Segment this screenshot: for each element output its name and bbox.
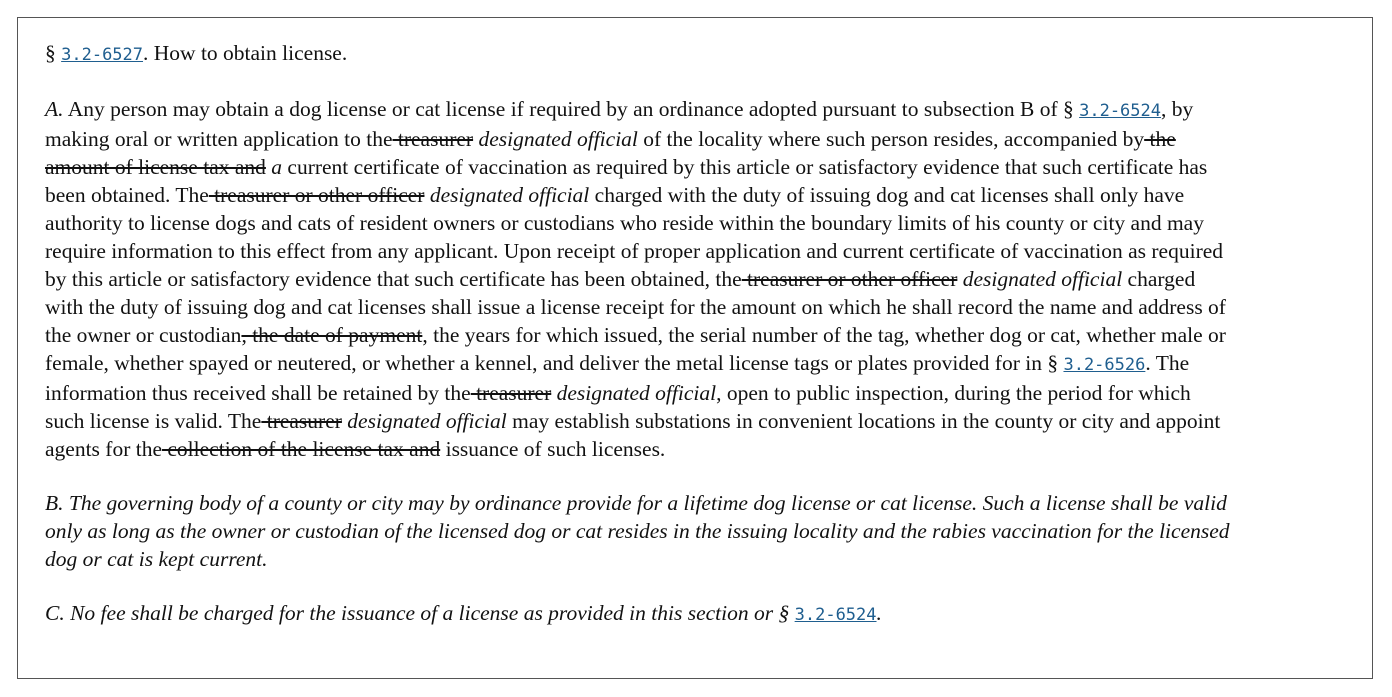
ref-link-3-2-6524[interactable]: 3.2-6524 bbox=[794, 605, 877, 625]
text-run: issuance of such licenses. bbox=[440, 437, 666, 461]
ref-link-3-2-6524[interactable]: 3.2-6524 bbox=[1079, 101, 1161, 121]
ref-link-3-2-6526[interactable]: 3.2-6526 bbox=[1063, 355, 1146, 375]
statute-content bbox=[45, 39, 1235, 655]
deleted-text: treasurer or other officer bbox=[208, 183, 425, 207]
section-ref-link[interactable]: 3.2-6527 bbox=[61, 45, 144, 65]
inserted-text: a bbox=[265, 155, 283, 179]
subsection-c bbox=[45, 599, 1235, 629]
inserted-text: designated official bbox=[957, 267, 1123, 291]
text-run: charged with the duty of issuing dog and cat licenses shall only have authority to license dogs and cats of resident owners or custodians who reside within the boundary limits of his county or city and may require information to this effect from any applicant. Upon receipt of proper application and current certificate of vaccination as required by this article or satisfactory evidence that such certificate has been obtained, the bbox=[45, 183, 1224, 291]
text-run: Any person may obtain a dog license or cat license if required by an ordinance adopted pursuant to subsection B of § bbox=[63, 97, 1080, 121]
subsection-b: B. The governing body of a county or city may by ordinance provide for a lifetime dog license or cat license. Such a license shall be valid only as long as the owner or custodian of the licensed dog or cat resides in the issuing locality and the rabies vaccination for the licensed dog or cat is kept current. bbox=[45, 491, 1230, 571]
inserted-text: designated official bbox=[473, 127, 638, 151]
section-heading bbox=[45, 39, 1235, 69]
inserted-text: designated official bbox=[551, 381, 717, 405]
deleted-text: treasurer bbox=[261, 409, 342, 433]
deleted-text: treasurer bbox=[392, 127, 474, 151]
subsection-a-label: A. bbox=[45, 97, 64, 121]
inserted-text: designated official bbox=[341, 409, 507, 433]
deleted-text: collection of the license tax and bbox=[162, 437, 441, 461]
text-run: current certificate of vaccination as required by this article or satisfactory evidence that such certificate has been obtained. The bbox=[45, 155, 1208, 207]
section-symbol: § bbox=[45, 41, 56, 65]
text-run: , the years for which issued, the serial number of the tag, whether dog or cat, whether male or female, whether spayed or neutered, or whether a kennel, and deliver the metal license tags or plates provided for in § bbox=[45, 323, 1226, 375]
text-run: of the locality where such person resides, accompanied by bbox=[637, 127, 1145, 151]
subsection-a bbox=[45, 95, 1235, 463]
text-run: charged with the duty of issuing dog and cat licenses shall issue a license receipt for the amount on which he shall record the name and address of the owner or custodian bbox=[45, 267, 1226, 347]
section-title: . How to obtain license. bbox=[143, 41, 348, 65]
text-run: , open to public inspection, during the period for which such license is valid. The bbox=[45, 381, 1191, 433]
subsection-c-end: . bbox=[876, 601, 882, 625]
subsection-c-text: C. No fee shall be charged for the issuance of a license as provided in this section or § bbox=[45, 601, 795, 625]
text-run: may establish substations in convenient locations in the county or city and appoint agents for the bbox=[45, 409, 1221, 461]
document-frame bbox=[17, 17, 1373, 679]
deleted-text: treasurer bbox=[470, 381, 552, 405]
inserted-text: designated official bbox=[424, 183, 590, 207]
deleted-text: the amount of license tax and bbox=[45, 127, 1176, 179]
deleted-text: , the date of payment bbox=[241, 323, 423, 347]
text-run: . The information thus received shall be retained by the bbox=[45, 351, 1190, 405]
deleted-text: treasurer or other officer bbox=[741, 267, 958, 291]
text-run: , by making oral or written application to the bbox=[45, 97, 1194, 151]
